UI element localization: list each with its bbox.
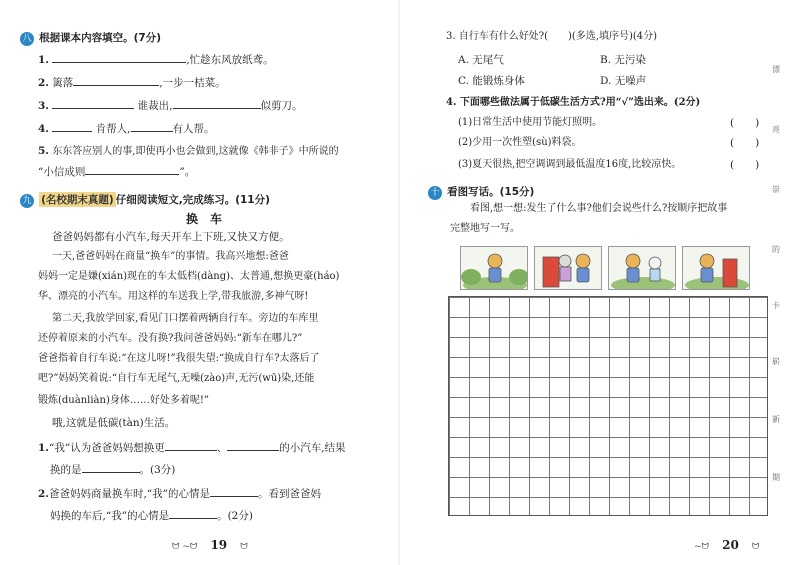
q8-item-4: [38, 121, 215, 136]
q4-checkbox-1[interactable]: ( ): [730, 117, 760, 129]
q3-title: 3. 自行车有什么好处?( )(多选,填序号)(4分): [446, 31, 658, 42]
q3-option-c[interactable]: C. 能锻炼身体: [458, 75, 525, 87]
writing-grid[interactable]: [448, 296, 768, 516]
passage-line: 哦,这就是低碳(tàn)生活。: [52, 417, 176, 429]
item-text: “我”认为爸爸妈妈想换更: [48, 442, 165, 454]
page-number: 19: [210, 538, 228, 552]
answer-blank[interactable]: [85, 164, 179, 175]
answer-blank[interactable]: [52, 121, 92, 132]
q10-instruction: 看图,想一想:发生了什么事?他们会说些什么?按顺序把故事: [470, 203, 728, 214]
q8-badge: 八: [20, 32, 34, 46]
item-number: 1.: [38, 54, 49, 66]
passage-line: 吧?”妈妈笑着说:“自行车无尾气,无噪(zào)声,无污(wū)染,还能: [38, 373, 315, 384]
side-margin-char: 漂: [772, 65, 780, 74]
side-margin-char: 的: [772, 245, 780, 254]
right-footer: [694, 534, 759, 553]
item-text: 似剪刀。: [260, 100, 303, 112]
story-picture-2: [534, 246, 602, 290]
answer-blank[interactable]: [131, 121, 173, 132]
item-text: 妈换的车后,“我”的心情是: [50, 510, 170, 522]
item-text: 的小汽车,结果: [279, 442, 346, 454]
passage-line: 锻炼(duànliàn)身体……好处多着呢!”: [38, 395, 209, 406]
item-text: 。看到爸爸妈: [258, 488, 322, 500]
q10-instruction-line2: 完整地写一写。: [450, 223, 520, 234]
passage-line: 妈妈一定是嫌(xián)现在的车太低档(dàng)、太普通,想换更豪(háo): [38, 271, 340, 282]
q8-title: 根据课本内容填空。(7分): [39, 32, 161, 44]
q3-option-b[interactable]: B. 无污染: [600, 54, 646, 66]
q9-question-1: [38, 440, 346, 455]
footer-ornament-icon: ᗢ ~ᗢ: [172, 542, 198, 552]
story-picture-3: [608, 246, 676, 290]
item-number: 3.: [38, 100, 49, 112]
passage-line: 爸爸指着自行车说:“在这儿呀!”我很失望:“换成自行车?太落后了: [38, 353, 320, 364]
item-text: 、: [216, 442, 228, 454]
q9-question-2-line2: [50, 508, 253, 523]
answer-blank[interactable]: [210, 486, 258, 497]
side-margin-char: 亮: [772, 125, 780, 134]
q8-item-2: [38, 75, 226, 90]
item-number: 1.: [38, 442, 49, 454]
q4-checkbox-3[interactable]: ( ): [730, 159, 760, 171]
answer-blank[interactable]: [165, 440, 217, 451]
side-margin-char: 卡: [772, 301, 780, 310]
q4-item-2: (2)少用一次性塑(sù)料袋。: [458, 137, 582, 148]
left-footer: [172, 534, 248, 553]
q8-header: [20, 26, 161, 46]
page-number: 20: [722, 538, 739, 552]
passage-line: 华、漂亮的小汽车。用这样的车送我上学,带我旅游,多神气呀!: [38, 291, 309, 302]
q9-question-1-line2: [50, 462, 175, 477]
q10-badge: 十: [428, 186, 442, 200]
item-text: 肯帮人,: [95, 123, 131, 135]
item-text: 东东答应别人的事,即使再小也会做到,这就像《韩非子》中所说的: [52, 146, 339, 157]
q8-item-1: [38, 52, 274, 67]
story-picture-4: [682, 246, 750, 290]
q9-tag: (名校期末真题): [41, 194, 114, 206]
q9-question-2: [38, 486, 321, 501]
item-text: 谁裁出,: [137, 100, 173, 112]
q4-title: 4. 下面哪些做法属于低碳生活方式?用“√”选出来。(2分): [446, 97, 701, 108]
q10-title: 看图写话。(15分): [447, 186, 535, 198]
passage-line: 第二天,我放学回家,看见门口摆着两辆自行车。旁边的车库里: [52, 313, 319, 324]
q8-item-5: [38, 144, 339, 159]
item-text: ”。: [179, 166, 196, 178]
answer-blank[interactable]: [169, 508, 217, 519]
q3-option-d[interactable]: D. 无噪声: [600, 75, 647, 87]
item-text: ,一步一桔菜。: [159, 77, 226, 89]
item-number: 2.: [38, 77, 49, 89]
side-margin-char: 新: [772, 415, 780, 424]
passage-line: 还停着原来的小汽车。没有换?我问爸爸妈妈:“新车在哪儿?”: [38, 333, 303, 344]
story-picture-1: [460, 246, 528, 290]
q4-item-1: (1)日常生活中使用节能灯照明。: [458, 117, 603, 128]
answer-blank[interactable]: [52, 52, 186, 63]
item-text: 有人帮。: [172, 123, 215, 135]
item-number: 4.: [38, 123, 49, 135]
q4-item-3: (3)夏天很热,把空调调到最低温度16度,比较凉快。: [458, 159, 682, 170]
footer-ornament-icon: ᗢ: [751, 542, 760, 552]
q10-header: [428, 180, 534, 200]
q4-checkbox-2[interactable]: ( ): [730, 137, 760, 149]
q8-item-5-line2: [38, 164, 195, 179]
item-number: 5.: [38, 145, 49, 157]
passage-line: 一天,爸爸妈妈在商量“换车”的事情。我高兴地想:爸爸: [52, 251, 289, 262]
side-margin-char: 崇: [772, 185, 780, 194]
side-margin-char: 期: [772, 473, 780, 482]
q9-title: 仔细阅读短文,完成练习。(11分): [115, 194, 270, 206]
answer-blank[interactable]: [73, 75, 159, 86]
passage-paragraph: 爸爸妈妈都有小汽车,每天开车上下班,又快又方便。: [52, 231, 290, 243]
footer-ornament-icon: ᗢ: [240, 542, 248, 552]
item-text: ,忙趁东风放纸鸢。: [186, 54, 274, 66]
item-number: 2.: [38, 488, 49, 500]
answer-blank[interactable]: [173, 98, 261, 109]
side-margin-char: 崭: [772, 357, 780, 366]
q8-item-3: [38, 98, 303, 113]
item-text: 篱落: [52, 77, 74, 89]
q9-badge: 九: [20, 194, 34, 208]
item-text: “小信成则: [38, 166, 86, 178]
answer-blank[interactable]: [82, 462, 140, 473]
passage-title: 换 车: [186, 212, 223, 226]
footer-ornament-icon: ~ᗢ: [694, 542, 710, 552]
q3-option-a[interactable]: A. 无尾气: [458, 54, 504, 66]
item-text: 爸爸妈妈商量换车时,“我”的心情是: [48, 488, 211, 500]
item-text: 。(2分): [217, 510, 253, 522]
answer-blank[interactable]: [52, 98, 134, 109]
item-text: 。(3分): [139, 464, 176, 476]
answer-blank[interactable]: [227, 440, 279, 451]
item-text: 换的是: [50, 464, 82, 476]
q9-header: [20, 188, 270, 208]
